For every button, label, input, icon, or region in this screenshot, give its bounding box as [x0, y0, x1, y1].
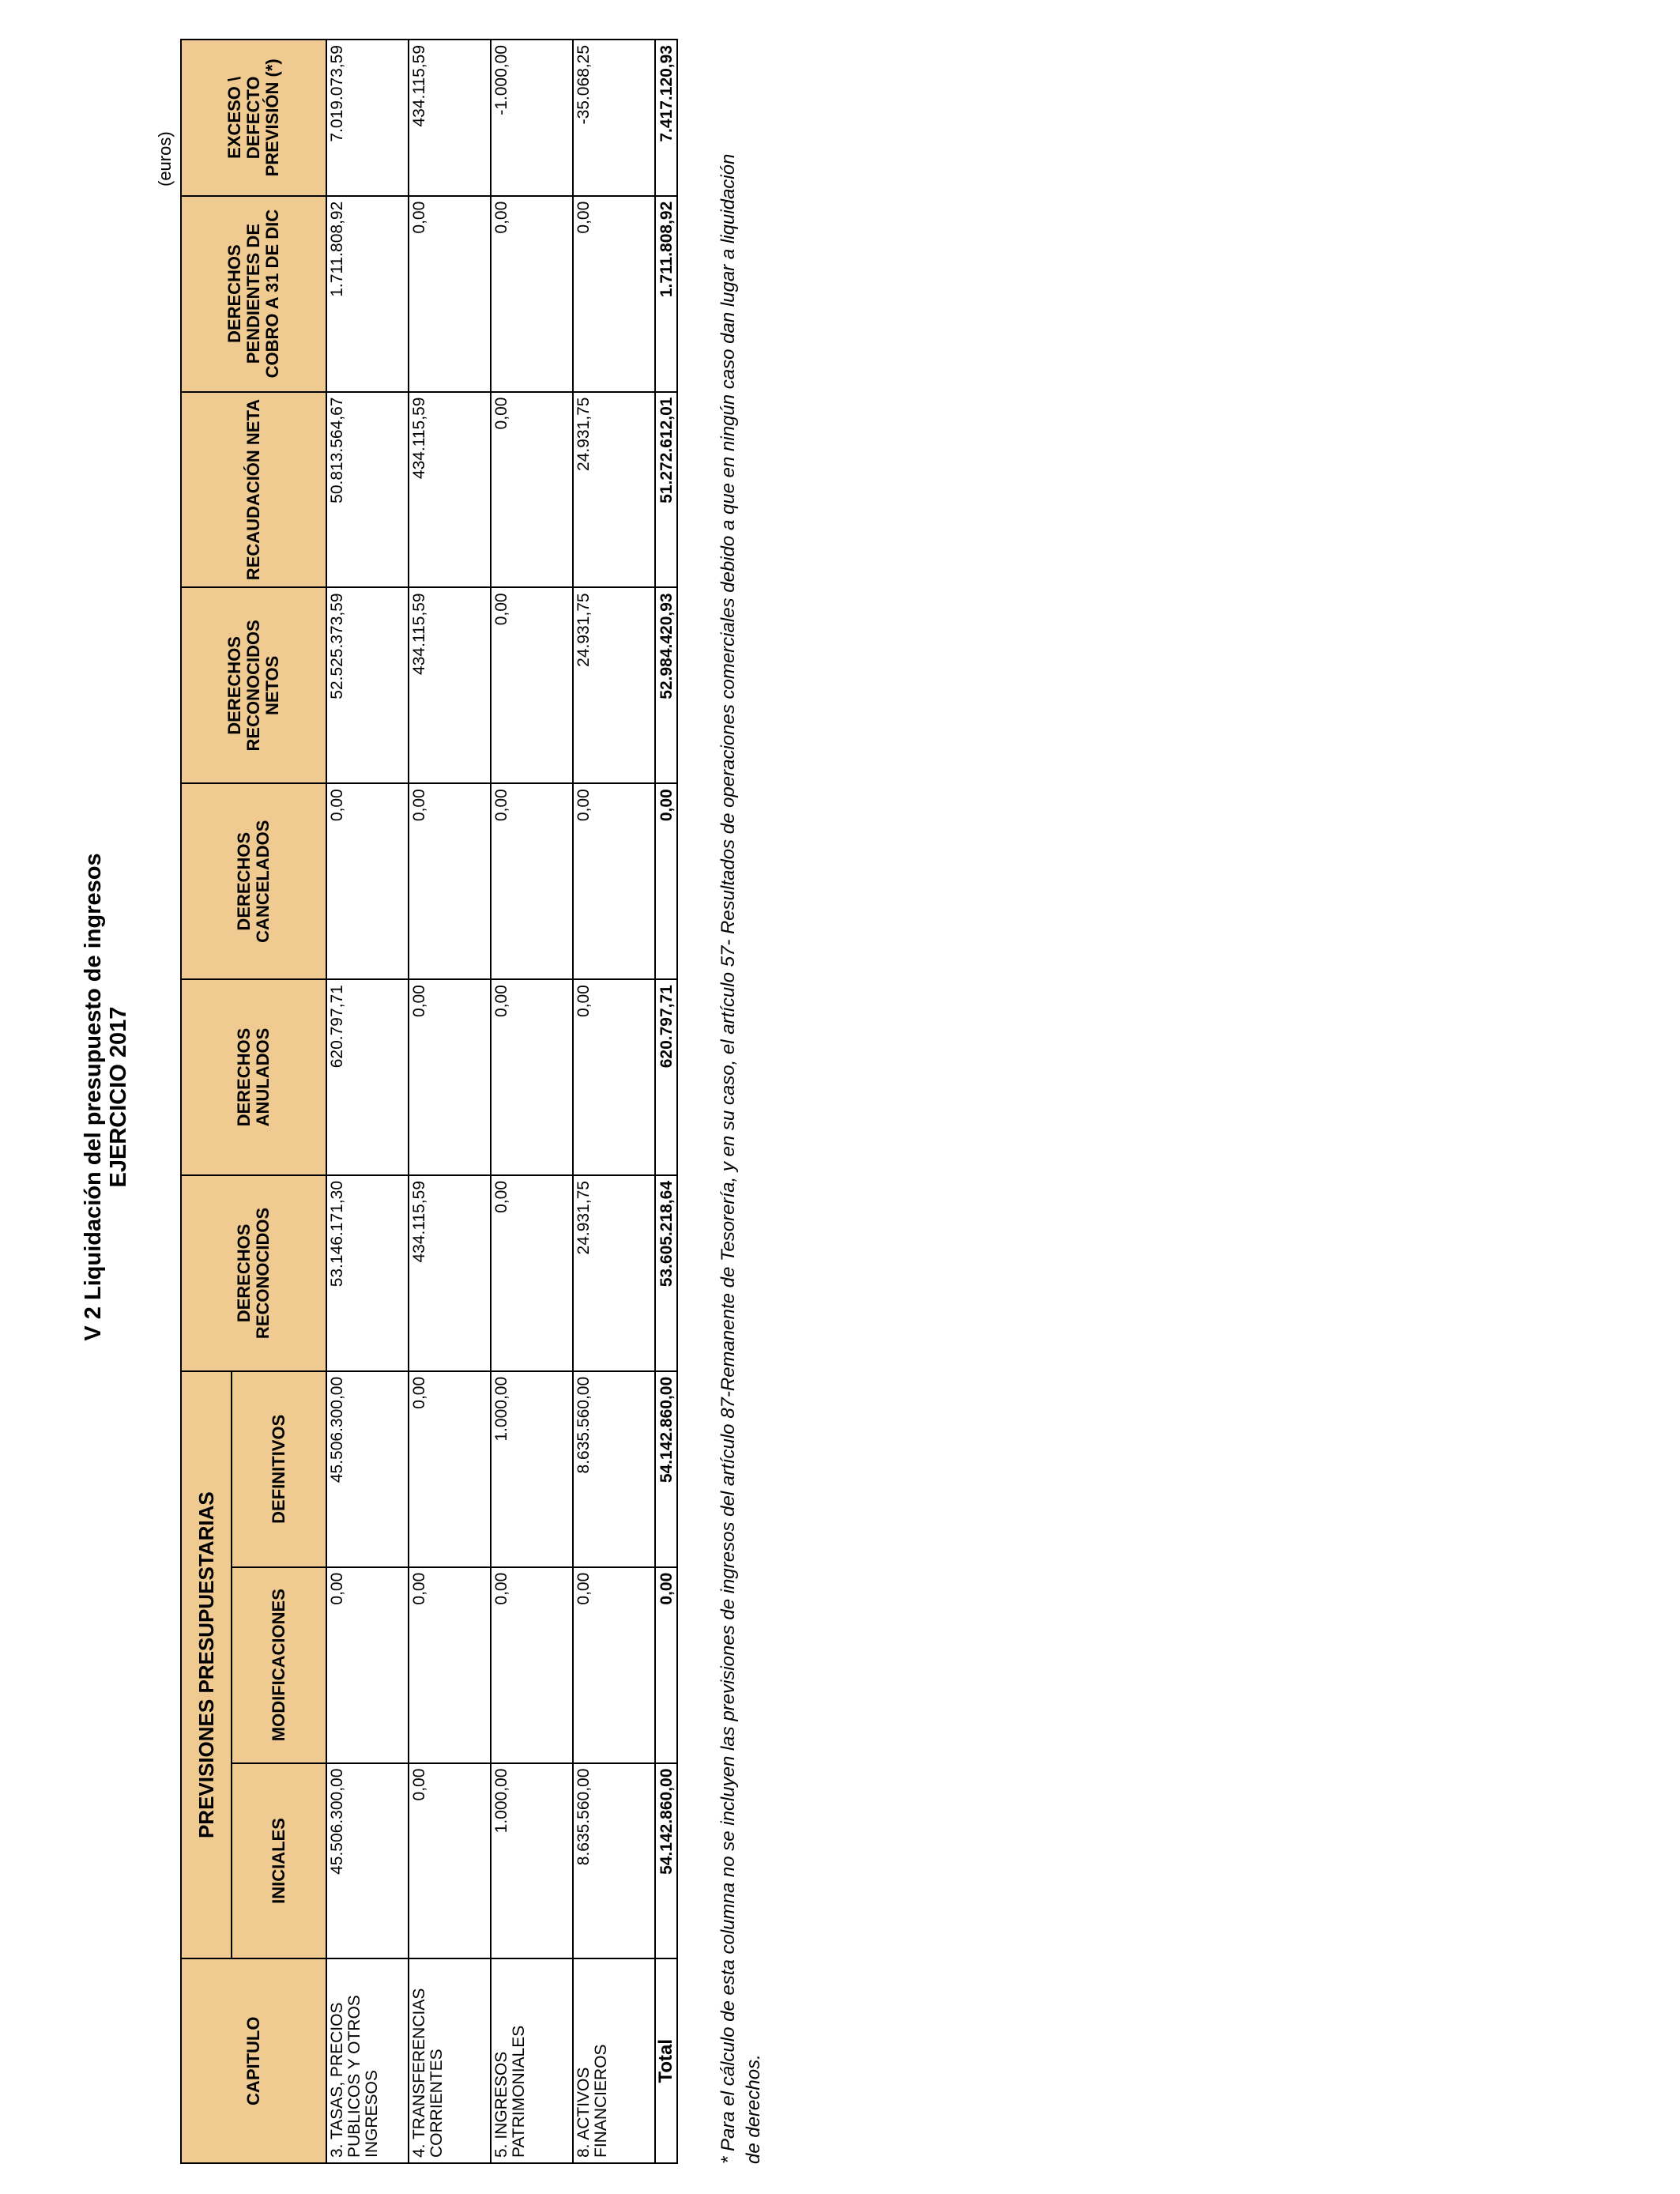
header-derechos-pendientes: DERECHOS PENDIENTES DE COBRO A 31 DE DIC [181, 196, 326, 392]
cell-total-iniciales: 54.142.860,00 [655, 1763, 677, 1959]
cell-derechos-pendientes: 1.711.808,92 [326, 196, 409, 392]
cell-derechos-reconocidos-netos: 52.525.373,59 [326, 587, 409, 783]
header-previsiones: PREVISIONES PRESUPUESTARIAS [181, 1371, 232, 1959]
header-derechos-cancelados: DERECHOS CANCELADOS [181, 783, 326, 979]
header-exceso-defecto: EXCESO \ DEFECTO PREVISIÓN (*) [181, 40, 326, 196]
cell-exceso-defecto: -1.000,00 [491, 40, 573, 196]
cell-modificaciones: 0,00 [326, 1567, 409, 1763]
cell-definitivos: 8.635.560,00 [573, 1371, 655, 1567]
units-label: (euros) [155, 131, 175, 187]
header-derechos-reconocidos: DERECHOS RECONOCIDOS [181, 1175, 326, 1371]
cell-total-exceso-defecto: 7.417.120,93 [655, 40, 677, 196]
cell-total-recaudacion-neta: 51.272.612,01 [655, 392, 677, 588]
footnote: * Para el cálculo de esta columna no se incluyen las previsiones de ingresos del artículo 87-Remanente de Tesorería, y en su caso, el artículo 57- Resultados de operaciones comerciales debido a que en ningún caso dan lugar a liquidación de derechos. [718, 153, 764, 2164]
cell-derechos-anulados: 0,00 [491, 979, 573, 1175]
cell-iniciales: 45.506.300,00 [326, 1763, 409, 1959]
cell-derechos-pendientes: 0,00 [409, 196, 491, 392]
header-iniciales: INICIALES [232, 1763, 326, 1959]
cell-recaudacion-neta: 24.931,75 [573, 392, 655, 588]
cell-modificaciones: 0,00 [573, 1567, 655, 1763]
cell-derechos-reconocidos-netos: 0,00 [491, 587, 573, 783]
header-recaudacion-neta: RECAUDACIÓN NETA [181, 392, 326, 588]
cell-derechos-cancelados: 0,00 [491, 783, 573, 979]
cell-iniciales: 8.635.560,00 [573, 1763, 655, 1959]
header-derechos-reconocidos-netos: DERECHOS RECONOCIDOS NETOS [181, 587, 326, 783]
cell-derechos-pendientes: 0,00 [573, 196, 655, 392]
cell-total-derechos-reconocidos-netos: 52.984.420,93 [655, 587, 677, 783]
table-row [491, 40, 573, 2163]
cell-definitivos: 1.000,00 [491, 1371, 573, 1567]
cell-iniciales: 0,00 [409, 1763, 491, 1959]
table-row [573, 40, 655, 2163]
cell-total-definitivos: 54.142.860,00 [655, 1371, 677, 1567]
cell-capitulo: 4. TRANSFERENCIAS CORRIENTES [409, 1958, 491, 2163]
header-modificaciones: MODIFICACIONES [232, 1567, 326, 1763]
cell-modificaciones: 0,00 [409, 1567, 491, 1763]
cell-capitulo: 8. ACTIVOS FINANCIEROS [573, 1958, 655, 2163]
cell-derechos-cancelados: 0,00 [573, 783, 655, 979]
cell-total-derechos-anulados: 620.797,71 [655, 979, 677, 1175]
cell-capitulo: 3. TASAS, PRECIOS PUBLICOS Y OTROS INGRESOS [326, 1958, 409, 2163]
cell-derechos-reconocidos: 434.115,59 [409, 1175, 491, 1371]
cell-derechos-reconocidos: 24.931,75 [573, 1175, 655, 1371]
cell-derechos-reconocidos: 53.146.171,30 [326, 1175, 409, 1371]
header-definitivos: DEFINITIVOS [232, 1371, 326, 1567]
cell-modificaciones: 0,00 [491, 1567, 573, 1763]
cell-definitivos: 0,00 [409, 1371, 491, 1567]
cell-recaudacion-neta: 0,00 [491, 392, 573, 588]
header-capitulo: CAPITULO [181, 1958, 326, 2163]
cell-definitivos: 45.506.300,00 [326, 1371, 409, 1567]
cell-derechos-anulados: 0,00 [573, 979, 655, 1175]
cell-total-derechos-pendientes: 1.711.808,92 [655, 196, 677, 392]
table-row [326, 40, 409, 2163]
cell-derechos-pendientes: 0,00 [491, 196, 573, 392]
cell-derechos-anulados: 0,00 [409, 979, 491, 1175]
cell-derechos-reconocidos: 0,00 [491, 1175, 573, 1371]
page-title: V 2 Liquidación del presupuesto de ingresos [81, 853, 106, 1341]
cell-derechos-anulados: 620.797,71 [326, 979, 409, 1175]
budget-table [180, 39, 678, 2164]
cell-derechos-cancelados: 0,00 [409, 783, 491, 979]
cell-total-derechos-reconocidos: 53.605.218,64 [655, 1175, 677, 1371]
cell-total-modificaciones: 0,00 [655, 1567, 677, 1763]
cell-total-label: Total [655, 1958, 677, 2163]
page-subtitle: EJERCICIO 2017 [106, 1006, 131, 1188]
cell-exceso-defecto: -35.068,25 [573, 40, 655, 196]
cell-iniciales: 1.000,00 [491, 1763, 573, 1959]
cell-total-derechos-cancelados: 0,00 [655, 783, 677, 979]
cell-exceso-defecto: 7.019.073,59 [326, 40, 409, 196]
total-row [655, 40, 677, 2163]
cell-capitulo: 5. INGRESOS PATRIMONIALES [491, 1958, 573, 2163]
cell-recaudacion-neta: 434.115,59 [409, 392, 491, 588]
table-row [409, 40, 491, 2163]
cell-recaudacion-neta: 50.813.564,67 [326, 392, 409, 588]
cell-derechos-reconocidos-netos: 434.115,59 [409, 587, 491, 783]
cell-derechos-cancelados: 0,00 [326, 783, 409, 979]
header-derechos-anulados: DERECHOS ANULADOS [181, 979, 326, 1175]
cell-derechos-reconocidos-netos: 24.931,75 [573, 587, 655, 783]
cell-exceso-defecto: 434.115,59 [409, 40, 491, 196]
